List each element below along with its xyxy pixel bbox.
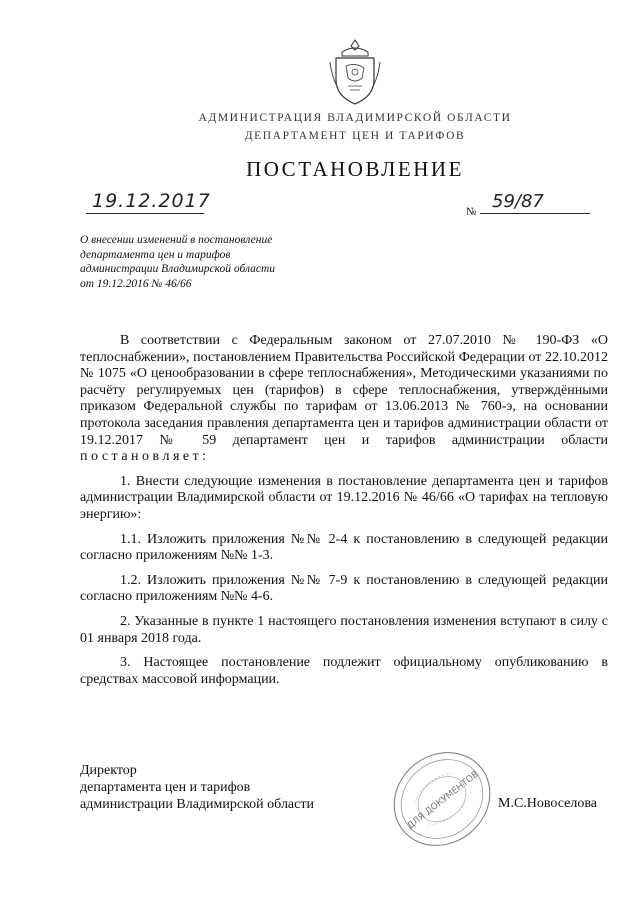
item-1: 1. Внести следующие изменения в постановление департамента цен и тарифов администрации Владимирской области от 19.12.2016 № 46/66 «О тарифах на тепловую энергию»:	[80, 473, 608, 522]
number-underline	[480, 213, 590, 214]
signer-title-line: администрации Владимирской области	[80, 797, 314, 812]
document-type-title: ПОСТАНОВЛЕНИЕ	[246, 157, 464, 181]
signer-title-line: департамента цен и тарифов	[80, 780, 251, 795]
document-body	[80, 333, 608, 688]
preamble-text: В соответствии с Федеральным законом от 27.07.2010 № 190-ФЗ «О теплоснабжении», постановлением Правительства Российской Федерации от 22.10.2012 № 1075 «О ценообразовании в сфере теплоснабжения», Методическими указаниями по расчёту регулируемых цен (тарифов) в сфере теплоснабжения, утверждёнными приказом Федеральной службы по тарифам от 13.06.2013 № 760-э, на основании протокола заседания правления департамента цен и тарифов администрации области от 19.12.2017 № 59 департамент цен и тарифов администрации области	[80, 333, 608, 448]
subject-line: от 19.12.2016 № 46/66	[80, 277, 192, 290]
handwritten-number: 59/87	[492, 191, 544, 212]
item-3: 3. Настоящее постановление подлежит официальному опубликованию в средствах массовой информации.	[80, 655, 608, 687]
subject-line: О внесении изменений в постановление	[80, 234, 273, 246]
signer-name: М.С.Новоселова	[498, 796, 597, 811]
coat-of-arms-emblem	[328, 38, 382, 108]
preamble-paragraph	[80, 333, 608, 466]
item-1-2: 1.2. Изложить приложения №№ 7-9 к постановлению в следующей редакции согласно приложениям №№ 4-6.	[80, 572, 608, 605]
organization-line-2: ДЕПАРТАМЕНТ ЦЕН И ТАРИФОВ	[244, 130, 466, 142]
official-stamp	[388, 745, 496, 853]
date-underline	[86, 213, 204, 214]
organization-line-1: АДМИНИСТРАЦИЯ ВЛАДИМИРСКОЙ ОБЛАСТИ	[198, 112, 512, 124]
document-subject	[80, 233, 320, 291]
stamp-text: ДЛЯ ДОКУМЕНТОВ	[405, 769, 481, 832]
handwritten-date: 19.12.2017	[92, 190, 211, 212]
decree-word: постановляет:	[80, 449, 210, 465]
item-2: 2. Указанные в пункте 1 настоящего постановления изменения вступают в силу с 01 января 2018 года.	[80, 613, 608, 646]
signer-title-line: Директор	[80, 763, 137, 778]
subject-line: департамента цен и тарифов	[80, 248, 231, 261]
subject-line: администрации Владимирской области	[80, 263, 276, 275]
signature-title-block	[80, 762, 314, 813]
number-sign: №	[466, 206, 477, 218]
item-1-1: 1.1. Изложить приложения №№ 2-4 к постановлению в следующей редакции согласно приложениям №№ 1-3.	[80, 531, 608, 564]
